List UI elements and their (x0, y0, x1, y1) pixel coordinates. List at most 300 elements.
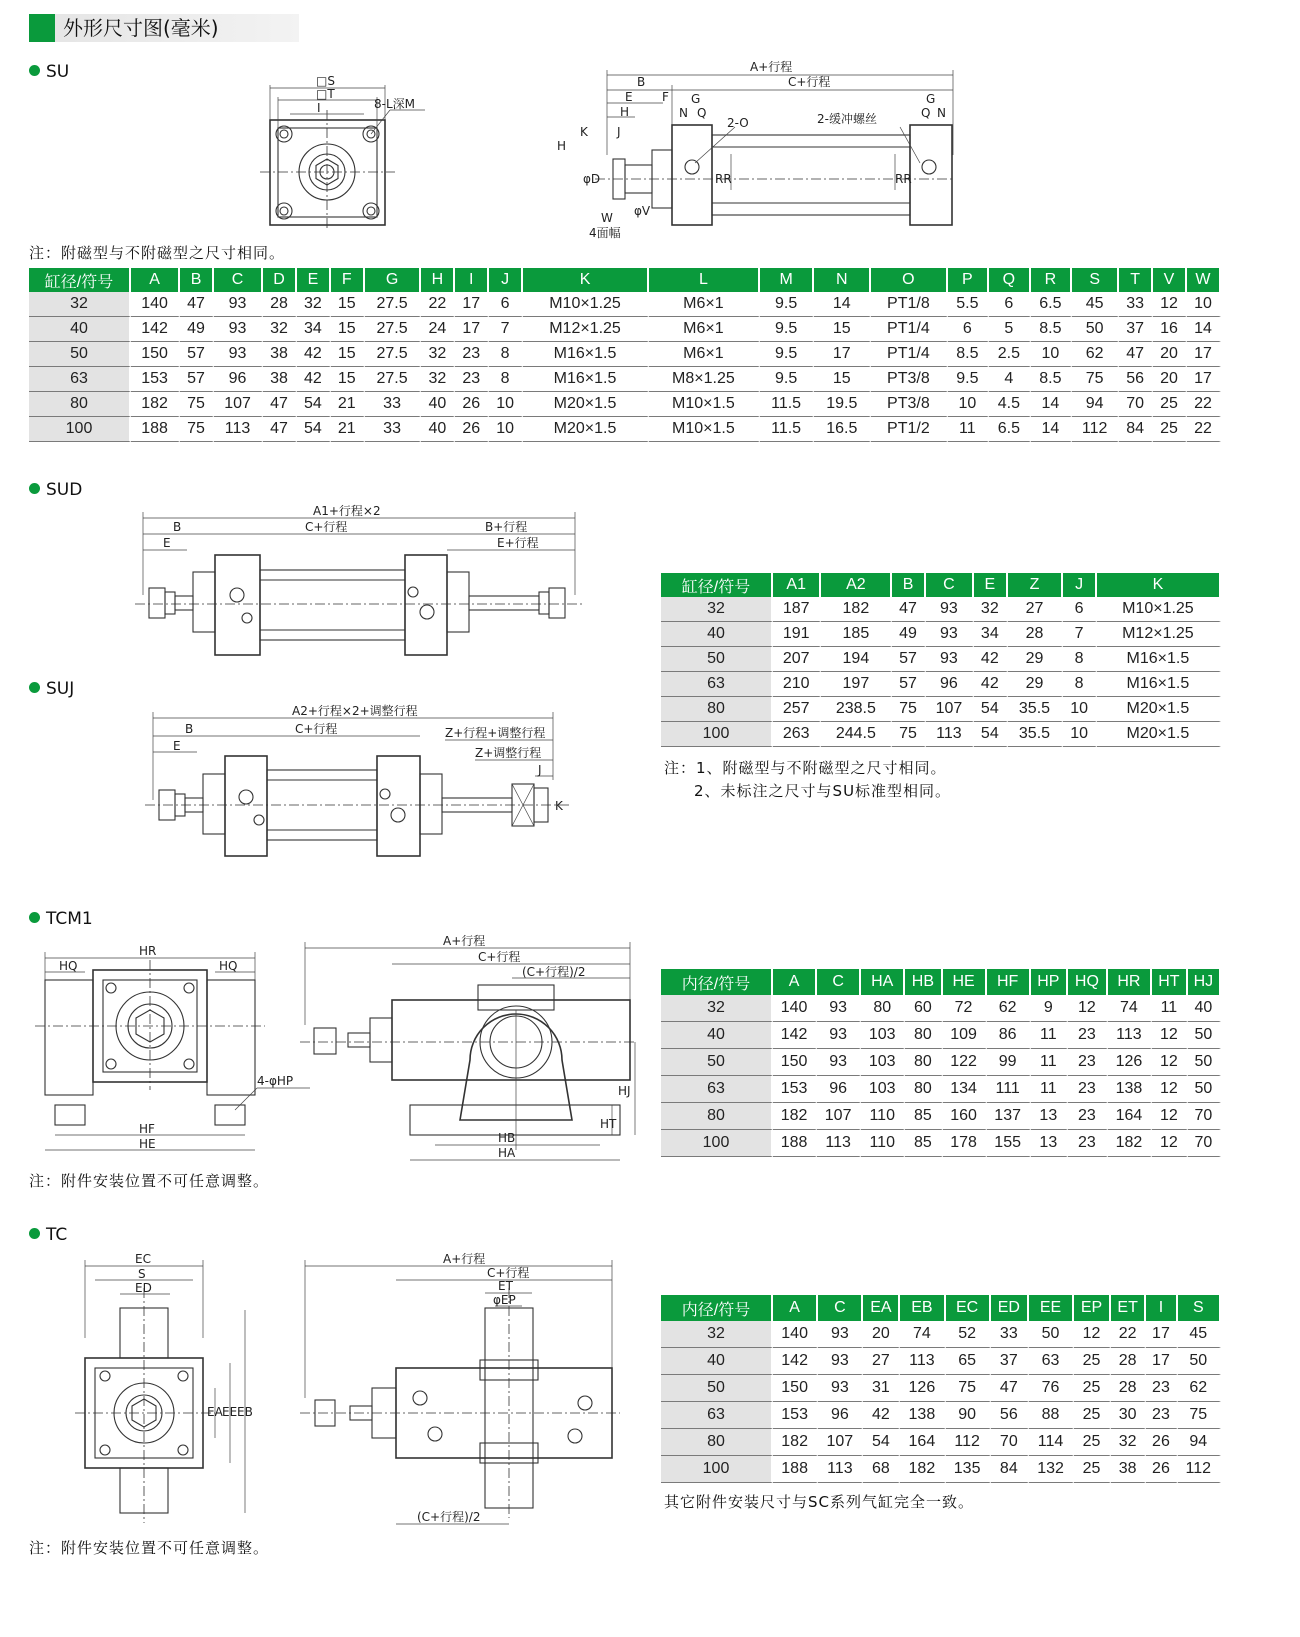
page-title: 外形尺寸图(毫米) (63, 16, 219, 40)
table-header-cell: P (948, 268, 990, 292)
table-cell: 11 (1031, 1076, 1068, 1103)
table-cell: 4 (989, 367, 1031, 392)
bullet-icon (29, 65, 40, 76)
table-cell: 75 (946, 1375, 991, 1402)
su-note: 注：附磁型与不附磁型之尺寸相同。 (29, 244, 286, 262)
section-su-label: SU (46, 62, 70, 82)
tcm1-hr-label: HR (139, 944, 157, 958)
table-header-cell: C (214, 268, 263, 292)
tcm1-hq-label: HQ (59, 959, 78, 973)
table-cell: 63 (661, 1402, 773, 1429)
table-cell: 40 (421, 392, 455, 417)
table-cell: PT3/8 (871, 392, 947, 417)
table-cell: 50 (661, 647, 773, 672)
tc-c2-label: (C+行程)/2 (417, 1510, 481, 1524)
table-cell: M16×1.5 (523, 367, 649, 392)
table-row (661, 1103, 1221, 1130)
table-header-row (661, 969, 1221, 995)
table-cell: 75 (892, 722, 925, 747)
table-cell: 47 (1119, 342, 1153, 367)
table-header-cell: ET (1111, 1295, 1146, 1321)
table-cell: 26 (455, 392, 489, 417)
table-cell: 50 (661, 1049, 773, 1076)
table-cell: M8×1.25 (649, 367, 760, 392)
su-w-label: W (601, 211, 613, 225)
table-cell: 6 (1063, 597, 1096, 622)
table-cell: PT3/8 (871, 367, 947, 392)
table-cell: 50 (1188, 1076, 1221, 1103)
table-cell: 8.5 (948, 342, 990, 367)
table-cell: 11.5 (760, 392, 815, 417)
table-cell: M20×1.5 (523, 417, 649, 442)
table-cell: 22 (421, 292, 455, 317)
suj-j-label: J (538, 763, 542, 777)
su-q2-label: Q (921, 106, 931, 120)
table-cell: 103 (861, 1049, 905, 1076)
table-header-cell: HR (1108, 969, 1152, 995)
table-cell: 6 (989, 292, 1031, 317)
table-cell: 99 (987, 1049, 1031, 1076)
table-cell: 63 (661, 672, 773, 697)
table-cell: 126 (1108, 1049, 1152, 1076)
table-cell: 29 (1008, 672, 1064, 697)
table-cell: 112 (946, 1429, 991, 1456)
table-cell: 20 (863, 1321, 900, 1348)
sud-drawing (135, 500, 585, 660)
table-cell: M16×1.5 (1097, 647, 1221, 672)
table-cell: 65 (946, 1348, 991, 1375)
table-row (661, 995, 1221, 1022)
table-cell: 54 (297, 392, 331, 417)
su-b-label: B (637, 75, 646, 89)
table-cell: 27 (863, 1348, 900, 1375)
table-cell: 178 (943, 1130, 987, 1157)
table-row (661, 1076, 1221, 1103)
su-v-label: φV (634, 204, 651, 218)
table-cell: 94 (1072, 392, 1119, 417)
table-cell: 33 (991, 1321, 1029, 1348)
section-suj-label: SUJ (46, 679, 75, 699)
table-row (661, 1348, 1221, 1375)
table-cell: 40 (421, 417, 455, 442)
table-row (661, 722, 1221, 747)
table-cell: 15 (331, 342, 365, 367)
section-tcm1-label: TCM1 (46, 909, 93, 929)
table-cell: 140 (131, 292, 180, 317)
table-cell: 57 (892, 672, 925, 697)
table-header-cell: K (523, 268, 649, 292)
table-cell: 6 (489, 292, 523, 317)
table-cell: 40 (661, 1022, 773, 1049)
table-cell: 75 (1072, 367, 1119, 392)
su-q-label: Q (697, 106, 707, 120)
table-cell: 153 (773, 1076, 817, 1103)
tc-ee-label: EE (222, 1405, 238, 1419)
table-cell: 93 (818, 1375, 863, 1402)
table-cell: 52 (946, 1321, 991, 1348)
table-cell: 16.5 (814, 417, 871, 442)
table-cell: 70 (1188, 1103, 1221, 1130)
table-cell: 17 (1146, 1348, 1177, 1375)
table-cell: 32 (974, 597, 1007, 622)
table-cell: 93 (926, 622, 974, 647)
table-cell: 80 (905, 1022, 942, 1049)
table-cell: 42 (863, 1402, 900, 1429)
table-cell: 27.5 (365, 317, 422, 342)
table-cell: 100 (661, 1130, 773, 1157)
table-header-cell: I (455, 268, 489, 292)
suj-e-label: E (173, 739, 181, 753)
table-cell: 54 (297, 417, 331, 442)
table-cell: 138 (1108, 1076, 1152, 1103)
table-header-cell: G (365, 268, 422, 292)
table-header-cell: M (760, 268, 815, 292)
table-cell: 132 (1029, 1456, 1074, 1483)
tcm1-ht-label: HT (600, 1117, 617, 1131)
table-cell: 80 (661, 1429, 773, 1456)
table-cell: 12 (1152, 1103, 1188, 1130)
tc-note: 注：附件安装位置不可任意调整。 (29, 1539, 270, 1557)
table-cell: 75 (180, 392, 214, 417)
table-header-cell: T (1119, 268, 1153, 292)
su-cushion-label: 2-缓冲螺丝 (817, 112, 877, 126)
table-row (661, 647, 1221, 672)
table-header-cell: EC (946, 1295, 991, 1321)
table-cell: 50 (1178, 1348, 1221, 1375)
table-cell: 191 (773, 622, 821, 647)
table-row (661, 1429, 1221, 1456)
table-cell: 80 (905, 1076, 942, 1103)
table-cell: 263 (773, 722, 821, 747)
table-cell: 197 (821, 672, 892, 697)
table-header-cell: J (1063, 573, 1096, 597)
table-cell: 182 (773, 1429, 818, 1456)
table-cell: 13 (1031, 1103, 1068, 1130)
table-header-cell: H (421, 268, 455, 292)
section-suj (29, 679, 74, 699)
table-cell: 31 (863, 1375, 900, 1402)
table-cell: 42 (297, 342, 331, 367)
table-cell: 164 (900, 1429, 945, 1456)
su-spec-table-body (29, 268, 1221, 442)
table-cell: 10 (1063, 722, 1096, 747)
table-cell: 35.5 (1008, 697, 1064, 722)
table-cell: 21 (331, 417, 365, 442)
tcm1-hq2-label: HQ (219, 959, 238, 973)
table-cell: 57 (180, 367, 214, 392)
table-header-cell: I (1146, 1295, 1177, 1321)
su-rr-label: RR (715, 172, 732, 186)
table-row (661, 1402, 1221, 1429)
table-cell: 49 (892, 622, 925, 647)
tcm1-end-view-drawing (35, 940, 315, 1160)
table-cell: 63 (29, 367, 131, 392)
su-t-label: □T (316, 87, 335, 101)
table-row (29, 342, 1221, 367)
table-cell: 54 (863, 1429, 900, 1456)
section-su (29, 62, 69, 82)
table-header-cell: 缸径/符号 (661, 573, 773, 597)
table-row (661, 1321, 1221, 1348)
tc-s-label: S (138, 1267, 146, 1281)
tcm1-a-label: A+行程 (443, 934, 486, 948)
table-cell: 50 (29, 342, 131, 367)
table-cell: 17 (455, 292, 489, 317)
table-cell: 153 (131, 367, 180, 392)
header-square-icon (29, 14, 55, 42)
table-cell: 30 (1111, 1402, 1146, 1429)
table-cell: M6×1 (649, 292, 760, 317)
table-cell: 42 (974, 672, 1007, 697)
table-cell: 50 (1188, 1022, 1221, 1049)
table-header-cell: K (1097, 573, 1221, 597)
table-header-cell: HQ (1068, 969, 1108, 995)
tcm1-c-label: C+行程 (478, 950, 521, 964)
section-sud (29, 480, 82, 500)
table-cell: 27.5 (365, 367, 422, 392)
table-cell: 23 (1068, 1130, 1108, 1157)
table-cell: 12 (1153, 292, 1187, 317)
table-cell: 17 (1187, 342, 1221, 367)
table-cell: 111 (987, 1076, 1031, 1103)
table-header-cell: EA (863, 1295, 900, 1321)
table-cell: 9.5 (948, 367, 990, 392)
table-row (661, 672, 1221, 697)
suj-b-label: B (185, 722, 194, 736)
table-row (29, 392, 1221, 417)
table-cell: 38 (1111, 1456, 1146, 1483)
table-cell: 9.5 (760, 342, 815, 367)
table-header-cell: A2 (821, 573, 892, 597)
table-cell: 15 (814, 367, 871, 392)
su-i-label: I (317, 101, 321, 115)
table-cell: M12×1.25 (1097, 622, 1221, 647)
suj-c-label: C+行程 (295, 722, 338, 736)
table-cell: 8 (1063, 672, 1096, 697)
table-header-cell: HB (905, 969, 942, 995)
table-cell: M10×1.5 (649, 417, 760, 442)
table-cell: 15 (331, 367, 365, 392)
tc-side-view-drawing (300, 1248, 640, 1538)
table-cell: 50 (1072, 317, 1119, 342)
table-cell: 34 (974, 622, 1007, 647)
su-end-view-drawing (260, 70, 440, 230)
su-c-label: C+行程 (788, 75, 831, 89)
table-cell: 13 (1031, 1130, 1068, 1157)
section-tcm1 (29, 909, 93, 929)
table-cell: 9 (1031, 995, 1068, 1022)
table-header-cell: A (773, 969, 817, 995)
section-sud-label: SUD (46, 480, 83, 500)
table-cell: 50 (1029, 1321, 1074, 1348)
table-cell: 112 (1072, 417, 1119, 442)
table-cell: 185 (821, 622, 892, 647)
table-cell: 194 (821, 647, 892, 672)
bullet-icon (29, 682, 40, 693)
table-cell: 70 (1119, 392, 1153, 417)
table-cell: 23 (455, 342, 489, 367)
table-cell: 23 (1068, 1049, 1108, 1076)
table-cell: 60 (905, 995, 942, 1022)
table-cell: M10×1.25 (523, 292, 649, 317)
table-row (661, 622, 1221, 647)
table-cell: 23 (1068, 1076, 1108, 1103)
table-cell: 103 (861, 1022, 905, 1049)
table-cell: 100 (29, 417, 131, 442)
table-cell: 96 (214, 367, 263, 392)
table-cell: 122 (943, 1049, 987, 1076)
table-cell: 38 (263, 342, 297, 367)
table-cell: 22 (1187, 417, 1221, 442)
table-cell: 23 (1146, 1375, 1177, 1402)
table-header-cell: 缸径/符号 (29, 268, 131, 292)
table-header-cell: EB (900, 1295, 945, 1321)
table-cell: 210 (773, 672, 821, 697)
section-tc (29, 1225, 67, 1245)
table-cell: 153 (773, 1402, 818, 1429)
table-cell: 37 (991, 1348, 1029, 1375)
table-cell: 113 (214, 417, 263, 442)
table-cell: 70 (991, 1429, 1029, 1456)
sud-b2-label: B+行程 (485, 520, 528, 534)
table-cell: 11.5 (760, 417, 815, 442)
table-cell: 28 (1111, 1375, 1146, 1402)
table-cell: 74 (900, 1321, 945, 1348)
table-cell: M6×1 (649, 317, 760, 342)
table-cell: 49 (180, 317, 214, 342)
table-cell: 32 (1111, 1429, 1146, 1456)
table-cell: 70 (1188, 1130, 1221, 1157)
tc-note-right: 其它附件安装尺寸与SC系列气缸完全一致。 (664, 1493, 974, 1511)
table-header-cell: HP (1031, 969, 1068, 995)
table-cell: 84 (1119, 417, 1153, 442)
table-header-cell: ED (991, 1295, 1029, 1321)
table-cell: 84 (991, 1456, 1029, 1483)
table-header-cell: HT (1152, 969, 1188, 995)
table-cell: M16×1.5 (523, 342, 649, 367)
table-header-cell: C (926, 573, 974, 597)
table-cell: M10×1.5 (649, 392, 760, 417)
table-cell: 107 (817, 1103, 861, 1130)
table-cell: 17 (1146, 1321, 1177, 1348)
table-cell: 32 (263, 317, 297, 342)
table-cell: 100 (661, 1456, 773, 1483)
table-cell: 90 (946, 1402, 991, 1429)
tc-spec-table-body (661, 1295, 1221, 1483)
tcm1-hb-label: HB (498, 1131, 516, 1145)
table-cell: 12 (1074, 1321, 1111, 1348)
sud-c-label: C+行程 (305, 520, 348, 534)
table-cell: 150 (773, 1375, 818, 1402)
table-cell: 25 (1074, 1348, 1111, 1375)
table-cell: 21 (331, 392, 365, 417)
su-n2-label: N (937, 106, 946, 120)
table-cell: 103 (861, 1076, 905, 1103)
table-cell: 23 (455, 367, 489, 392)
table-cell: 12 (1152, 1022, 1188, 1049)
table-header-cell: A (131, 268, 180, 292)
table-cell: 56 (991, 1402, 1029, 1429)
tcm1-hj-label: HJ (618, 1084, 631, 1098)
table-cell: 10 (1187, 292, 1221, 317)
table-cell: 32 (421, 367, 455, 392)
table-cell: 22 (1187, 392, 1221, 417)
table-cell: 28 (1008, 622, 1064, 647)
table-cell: 27.5 (365, 292, 422, 317)
table-row (661, 1130, 1221, 1157)
table-cell: 93 (818, 1321, 863, 1348)
su-hl-label: H (557, 139, 567, 153)
table-cell: 45 (1072, 292, 1119, 317)
table-cell: 25 (1153, 392, 1187, 417)
sud-spec-table (661, 573, 1221, 747)
table-row (29, 292, 1221, 317)
table-cell: 34 (297, 317, 331, 342)
tcm1-side-view-drawing (300, 930, 640, 1170)
table-cell: 93 (214, 317, 263, 342)
table-cell: 16 (1153, 317, 1187, 342)
table-header-cell: HA (861, 969, 905, 995)
section-tc-label: TC (46, 1225, 68, 1245)
tc-spec-table (661, 1295, 1221, 1483)
table-cell: 15 (814, 317, 871, 342)
table-cell: 142 (773, 1022, 817, 1049)
table-header-cell: A1 (773, 573, 821, 597)
table-cell: 32 (661, 597, 773, 622)
table-cell: 188 (773, 1456, 818, 1483)
table-cell: 25 (1074, 1402, 1111, 1429)
table-cell: 9.5 (760, 317, 815, 342)
table-cell: 75 (180, 417, 214, 442)
table-cell: 25 (1074, 1429, 1111, 1456)
tcm1-he-label: HE (139, 1137, 156, 1151)
table-cell: 47 (892, 597, 925, 622)
sud-e2-label: E+行程 (497, 536, 539, 550)
table-cell: 8 (1063, 647, 1096, 672)
table-cell: 19.5 (814, 392, 871, 417)
table-cell: 93 (817, 1049, 861, 1076)
tc-eb-label: EB (237, 1405, 253, 1419)
table-cell: 135 (946, 1456, 991, 1483)
table-header-cell: A (773, 1295, 818, 1321)
table-row (661, 1456, 1221, 1483)
table-cell: 4.5 (989, 392, 1031, 417)
table-cell: 96 (926, 672, 974, 697)
table-cell: 134 (943, 1076, 987, 1103)
table-cell: 32 (297, 292, 331, 317)
table-header-cell: B (180, 268, 214, 292)
su-g-label: G (691, 92, 701, 106)
table-cell: 40 (29, 317, 131, 342)
table-cell: 107 (818, 1429, 863, 1456)
table-cell: 9.5 (760, 292, 815, 317)
table-cell: 14 (1187, 317, 1221, 342)
table-cell: 25 (1074, 1456, 1111, 1483)
table-cell: 33 (1119, 292, 1153, 317)
table-cell: 50 (661, 1375, 773, 1402)
table-cell: 23 (1146, 1402, 1177, 1429)
table-header-cell: E (974, 573, 1007, 597)
tcm1-note: 注：附件安装位置不可任意调整。 (29, 1172, 270, 1190)
table-cell: 126 (900, 1375, 945, 1402)
tcm1-hp-label: 4-φHP (257, 1074, 294, 1088)
table-header-cell: 内径/符号 (661, 969, 773, 995)
table-header-cell: D (263, 268, 297, 292)
tcm1-hf-label: HF (139, 1122, 155, 1136)
table-cell: 8.5 (1031, 367, 1073, 392)
table-cell: 24 (421, 317, 455, 342)
table-cell: 93 (817, 995, 861, 1022)
